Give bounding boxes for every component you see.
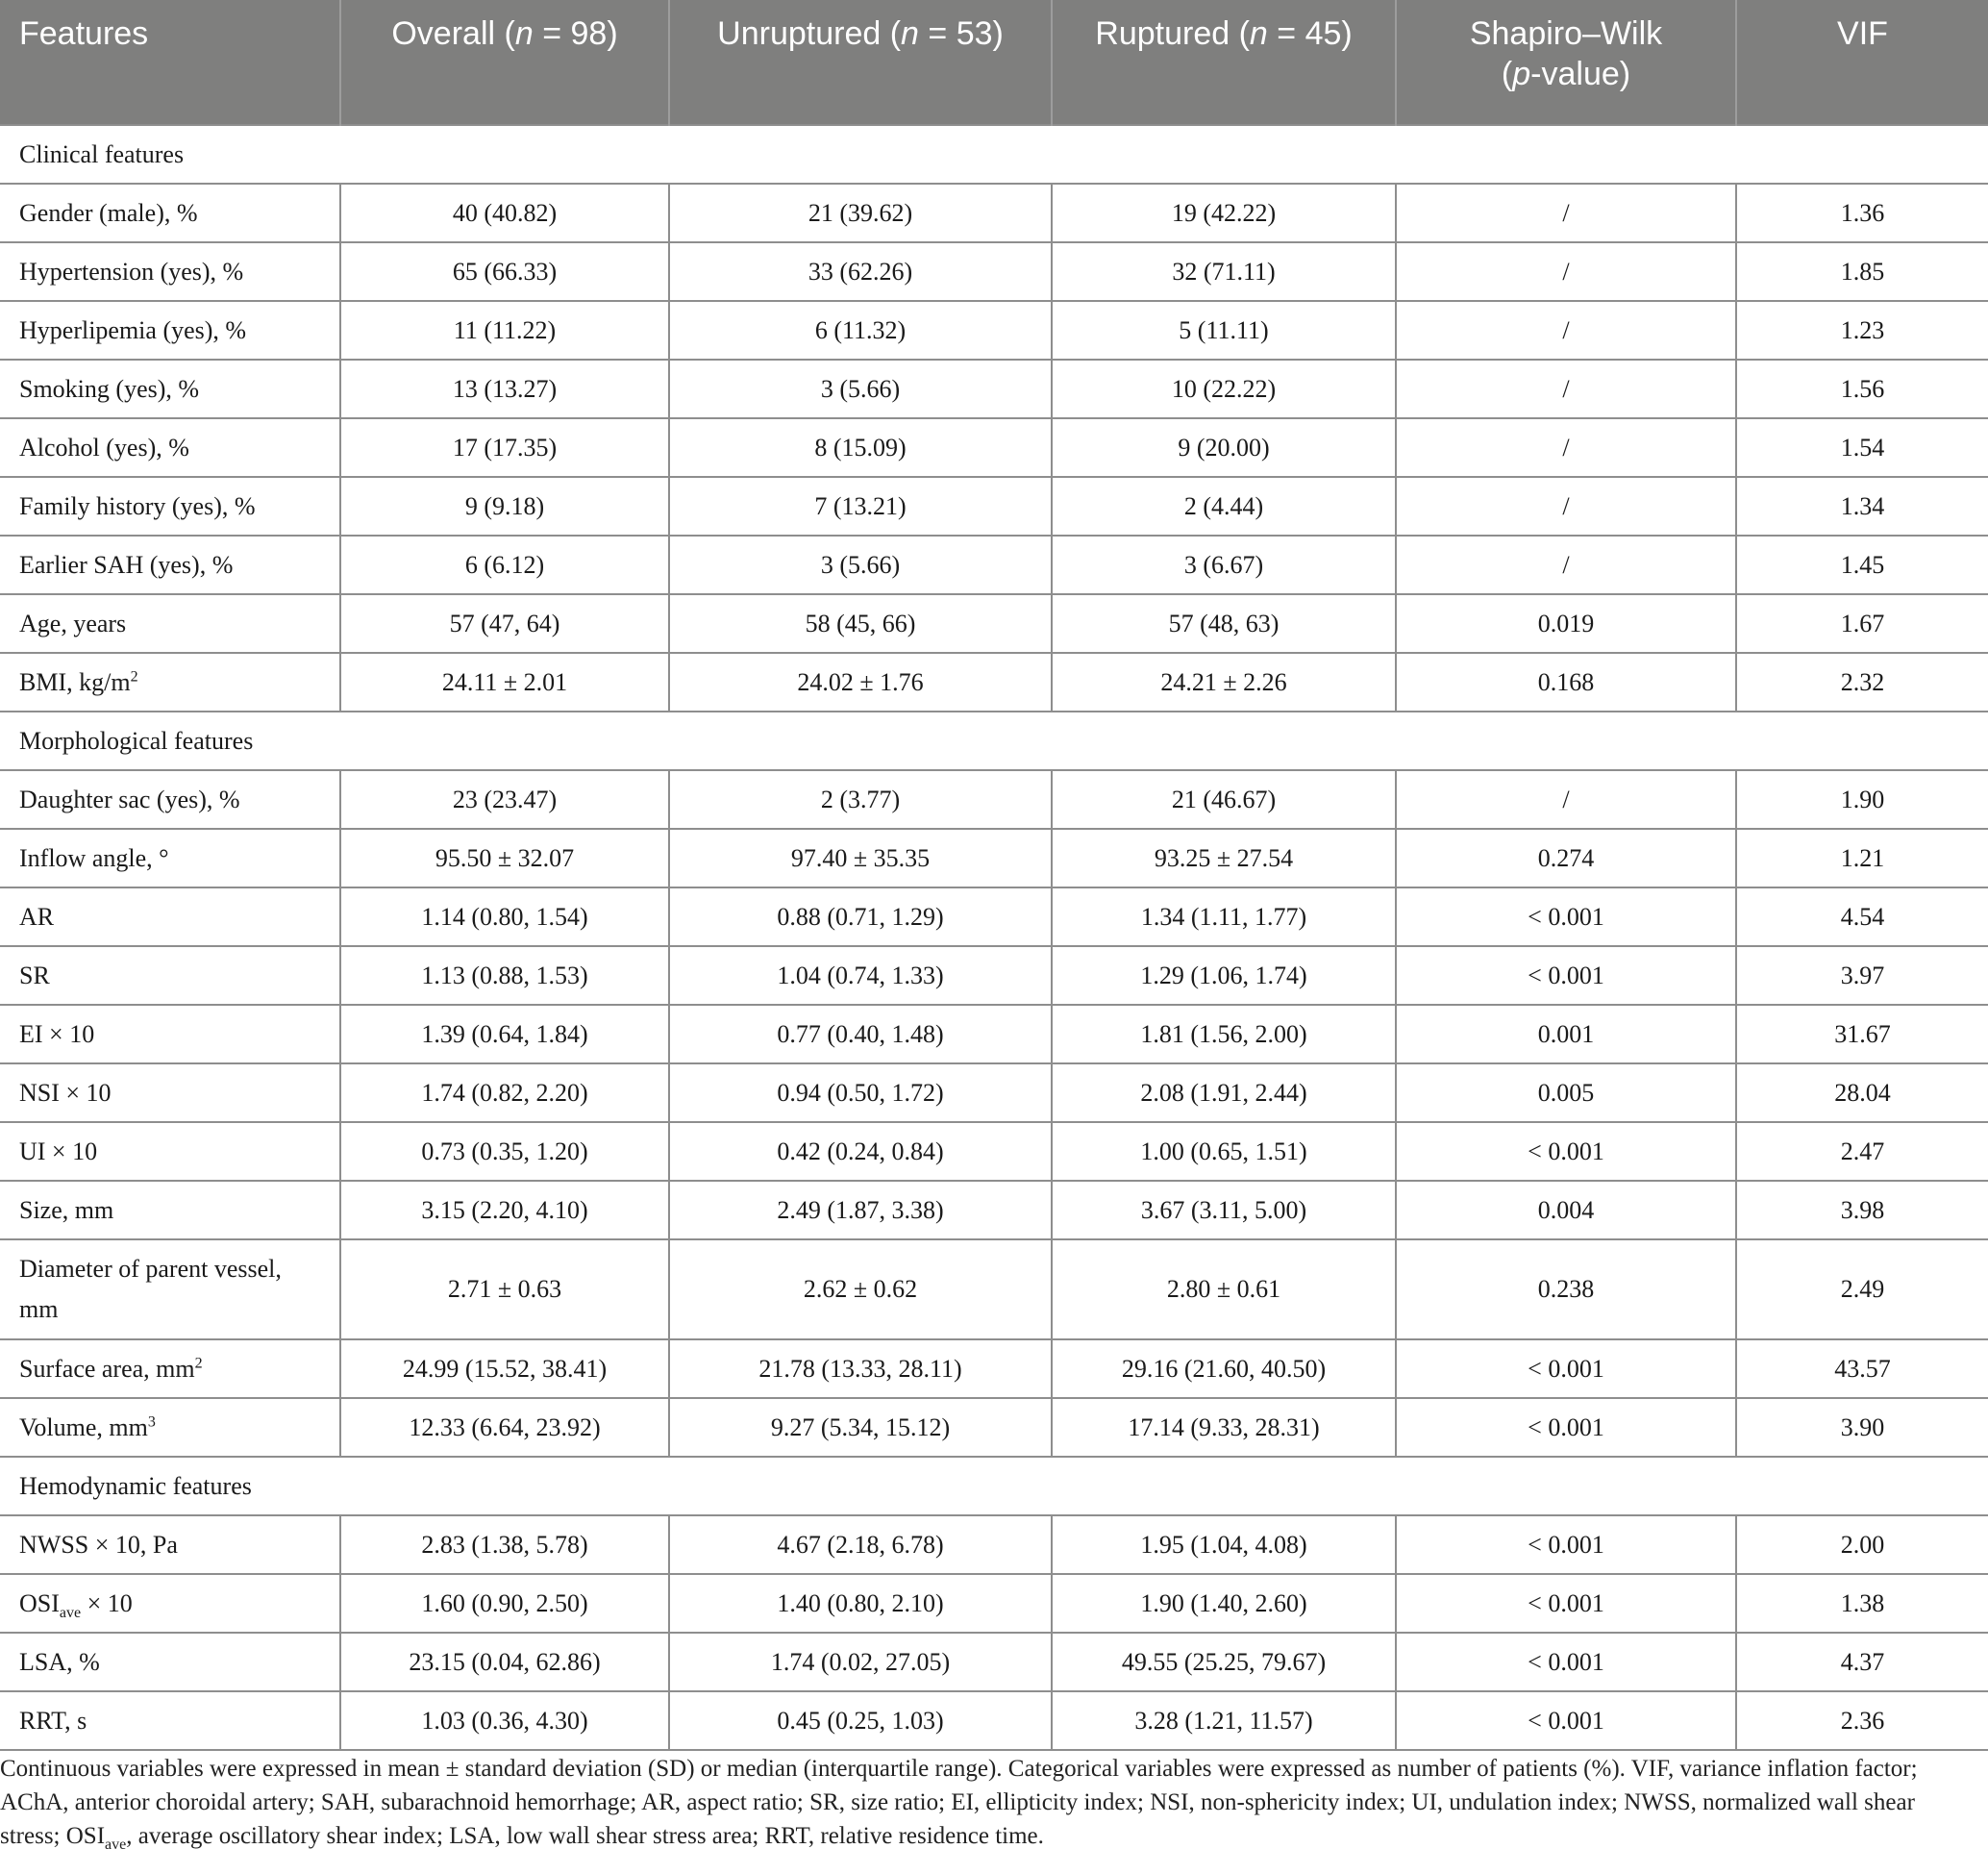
cell-vif: 1.56 [1736, 360, 1988, 418]
cell-shapiro-wilk: 0.274 [1396, 829, 1736, 887]
table-row [0, 1515, 1988, 1574]
cell-overall: 40 (40.82) [340, 184, 669, 242]
cell-ruptured: 1.81 (1.56, 2.00) [1052, 1005, 1396, 1063]
cell-overall: 1.14 (0.80, 1.54) [340, 887, 669, 946]
cell-unruptured: 2 (3.77) [669, 770, 1052, 829]
table-row [0, 829, 1988, 887]
section-row-hemodynamic [0, 1457, 1988, 1515]
cell-shapiro-wilk: 0.004 [1396, 1181, 1736, 1239]
row-label: Surface area, $mm^2$ [0, 1339, 340, 1398]
cell-overall: 3.15 (2.20, 4.10) [340, 1181, 669, 1239]
cell-unruptured: 1.74 (0.02, 27.05) [669, 1633, 1052, 1691]
cell-vif: 1.38 [1736, 1574, 1988, 1633]
cell-vif: 43.57 [1736, 1339, 1988, 1398]
table-row [0, 418, 1988, 477]
cell-vif: 2.00 [1736, 1515, 1988, 1574]
cell-ruptured: 1.90 (1.40, 2.60) [1052, 1574, 1396, 1633]
row-label: EI × 10 [0, 1005, 340, 1063]
cell-vif: 3.98 [1736, 1181, 1988, 1239]
cell-ruptured: 93.25 ± 27.54 [1052, 829, 1396, 887]
cell-shapiro-wilk: / [1396, 301, 1736, 360]
row-label: UI × 10 [0, 1122, 340, 1181]
cell-overall: 1.74 (0.82, 2.20) [340, 1063, 669, 1122]
cell-ruptured: 49.55 (25.25, 79.67) [1052, 1633, 1396, 1691]
cell-unruptured: 3 (5.66) [669, 360, 1052, 418]
cell-overall: 13 (13.27) [340, 360, 669, 418]
row-label: RRT, s [0, 1691, 340, 1750]
table-row [0, 1005, 1988, 1063]
cell-unruptured: 0.88 (0.71, 1.29) [669, 887, 1052, 946]
cell-ruptured: 1.34 (1.11, 1.77) [1052, 887, 1396, 946]
cell-shapiro-wilk: < 0.001 [1396, 946, 1736, 1005]
cell-overall: 17 (17.35) [340, 418, 669, 477]
header-ruptured: Ruptured (n = 45) [1052, 0, 1396, 125]
row-label: Age, years [0, 594, 340, 653]
cell-unruptured: 2.62 ± 0.62 [669, 1239, 1052, 1339]
cell-overall: 24.11 ± 2.01 [340, 653, 669, 712]
cell-unruptured: 7 (13.21) [669, 477, 1052, 536]
cell-overall: 0.73 (0.35, 1.20) [340, 1122, 669, 1181]
table-row [0, 536, 1988, 594]
cell-unruptured: 6 (11.32) [669, 301, 1052, 360]
cell-unruptured: 58 (45, 66) [669, 594, 1052, 653]
cell-vif: 1.36 [1736, 184, 1988, 242]
cell-ruptured: 10 (22.22) [1052, 360, 1396, 418]
row-label: AR [0, 887, 340, 946]
table-row [0, 1574, 1988, 1633]
cell-unruptured: 1.04 (0.74, 1.33) [669, 946, 1052, 1005]
cell-shapiro-wilk: / [1396, 770, 1736, 829]
row-label: Alcohol (yes), % [0, 418, 340, 477]
cell-vif: 4.54 [1736, 887, 1988, 946]
cell-vif: 2.36 [1736, 1691, 1988, 1750]
cell-unruptured: 0.94 (0.50, 1.72) [669, 1063, 1052, 1122]
cell-shapiro-wilk: 0.238 [1396, 1239, 1736, 1339]
cell-overall: 12.33 (6.64, 23.92) [340, 1398, 669, 1457]
table-row [0, 477, 1988, 536]
row-label: NSI × 10 [0, 1063, 340, 1122]
cell-overall: 11 (11.22) [340, 301, 669, 360]
row-label: Smoking (yes), % [0, 360, 340, 418]
table-row [0, 946, 1988, 1005]
cell-shapiro-wilk: 0.005 [1396, 1063, 1736, 1122]
cell-unruptured: 0.42 (0.24, 0.84) [669, 1122, 1052, 1181]
cell-unruptured: 24.02 ± 1.76 [669, 653, 1052, 712]
cell-overall: 1.60 (0.90, 2.50) [340, 1574, 669, 1633]
cell-ruptured: 29.16 (21.60, 40.50) [1052, 1339, 1396, 1398]
cell-unruptured: 9.27 (5.34, 15.12) [669, 1398, 1052, 1457]
table-row [0, 360, 1988, 418]
row-label: Earlier SAH (yes), % [0, 536, 340, 594]
cell-ruptured: 9 (20.00) [1052, 418, 1396, 477]
table-footnote: Continuous variables were expressed in mean ± standard deviation (SD) or median (interquartile range). Categorical variables were expressed as number of patients (%). VIF, variance inflation factor; AChA, anterior choroidal artery; SAH, subarachnoid hemorrhage; AR, aspect ratio; SR, size ratio; EI, ellipticity index; NSI, non-sphericity index; UI, undulation index; NWSS, normalized wall shear stress; $OSI_{ave}$, average oscillatory shear index; LSA, low wall shear stress area; RRT, relative residence time. [0, 1756, 1918, 1853]
cell-overall: 23 (23.47) [340, 770, 669, 829]
cell-shapiro-wilk: < 0.001 [1396, 1691, 1736, 1750]
cell-ruptured: 17.14 (9.33, 28.31) [1052, 1398, 1396, 1457]
table-row [0, 1181, 1988, 1239]
row-label: Diameter of parent vessel, mm [0, 1239, 340, 1339]
cell-overall: 23.15 (0.04, 62.86) [340, 1633, 669, 1691]
cell-unruptured: 21.78 (13.33, 28.11) [669, 1339, 1052, 1398]
cell-ruptured: 32 (71.11) [1052, 242, 1396, 301]
cell-unruptured: 1.40 (0.80, 2.10) [669, 1574, 1052, 1633]
cell-shapiro-wilk: / [1396, 184, 1736, 242]
table-row [0, 1633, 1988, 1691]
cell-vif: 2.32 [1736, 653, 1988, 712]
section-row-clinical [0, 125, 1988, 184]
cell-vif: 4.37 [1736, 1633, 1988, 1691]
cell-overall: 1.39 (0.64, 1.84) [340, 1005, 669, 1063]
cell-shapiro-wilk: < 0.001 [1396, 1515, 1736, 1574]
header-row [0, 0, 1988, 125]
cell-ruptured: 1.29 (1.06, 1.74) [1052, 946, 1396, 1005]
cell-shapiro-wilk: < 0.001 [1396, 1633, 1736, 1691]
cell-shapiro-wilk: < 0.001 [1396, 887, 1736, 946]
table-row [0, 1691, 1988, 1750]
cell-ruptured: 1.95 (1.04, 4.08) [1052, 1515, 1396, 1574]
cell-shapiro-wilk: / [1396, 536, 1736, 594]
cell-overall: 65 (66.33) [340, 242, 669, 301]
section-row-morphological [0, 712, 1988, 770]
cell-overall: 2.83 (1.38, 5.78) [340, 1515, 669, 1574]
cell-ruptured: 24.21 ± 2.26 [1052, 653, 1396, 712]
cell-ruptured: 1.00 (0.65, 1.51) [1052, 1122, 1396, 1181]
cell-ruptured: 3 (6.67) [1052, 536, 1396, 594]
cell-vif: 1.34 [1736, 477, 1988, 536]
cell-vif: 2.47 [1736, 1122, 1988, 1181]
cell-unruptured: 8 (15.09) [669, 418, 1052, 477]
cell-vif: 3.90 [1736, 1398, 1988, 1457]
cell-shapiro-wilk: 0.019 [1396, 594, 1736, 653]
table-row [0, 594, 1988, 653]
cell-shapiro-wilk: 0.001 [1396, 1005, 1736, 1063]
cell-overall: 57 (47, 64) [340, 594, 669, 653]
header-unruptured: Unruptured (n = 53) [669, 0, 1052, 125]
cell-vif: 31.67 [1736, 1005, 1988, 1063]
cell-shapiro-wilk: < 0.001 [1396, 1398, 1736, 1457]
table-row [0, 1122, 1988, 1181]
row-label: Family history (yes), % [0, 477, 340, 536]
table-row [0, 242, 1988, 301]
cell-vif: 1.21 [1736, 829, 1988, 887]
cell-ruptured: 3.67 (3.11, 5.00) [1052, 1181, 1396, 1239]
table-row [0, 1339, 1988, 1398]
cell-vif: 3.97 [1736, 946, 1988, 1005]
cell-vif: 2.49 [1736, 1239, 1988, 1339]
cell-overall: 1.13 (0.88, 1.53) [340, 946, 669, 1005]
row-label: NWSS × 10, Pa [0, 1515, 340, 1574]
cell-overall: 9 (9.18) [340, 477, 669, 536]
row-label: Daughter sac (yes), % [0, 770, 340, 829]
cell-vif: 1.67 [1736, 594, 1988, 653]
cell-shapiro-wilk: / [1396, 477, 1736, 536]
cell-ruptured: 19 (42.22) [1052, 184, 1396, 242]
header-features: Features [0, 0, 340, 125]
table-row [0, 1398, 1988, 1457]
cell-vif: 1.23 [1736, 301, 1988, 360]
cell-shapiro-wilk: / [1396, 242, 1736, 301]
cell-overall: 95.50 ± 32.07 [340, 829, 669, 887]
cell-ruptured: 2 (4.44) [1052, 477, 1396, 536]
cell-shapiro-wilk: < 0.001 [1396, 1122, 1736, 1181]
cell-overall: 6 (6.12) [340, 536, 669, 594]
table-row [0, 887, 1988, 946]
cell-unruptured: 2.49 (1.87, 3.38) [669, 1181, 1052, 1239]
table-row [0, 653, 1988, 712]
cell-overall: 2.71 ± 0.63 [340, 1239, 669, 1339]
cell-unruptured: 21 (39.62) [669, 184, 1052, 242]
cell-vif: 1.54 [1736, 418, 1988, 477]
header-vif: VIF [1736, 0, 1988, 125]
table-row [0, 184, 1988, 242]
cell-shapiro-wilk: < 0.001 [1396, 1574, 1736, 1633]
row-label: BMI, $kg/m^2$ [0, 653, 340, 712]
cell-ruptured: 21 (46.67) [1052, 770, 1396, 829]
row-label: Gender (male), % [0, 184, 340, 242]
section-label: Clinical features [0, 125, 1988, 184]
cell-overall: 1.03 (0.36, 4.30) [340, 1691, 669, 1750]
row-label: Size, mm [0, 1181, 340, 1239]
cell-unruptured: 3 (5.66) [669, 536, 1052, 594]
cell-vif: 1.85 [1736, 242, 1988, 301]
cell-unruptured: 0.45 (0.25, 1.03) [669, 1691, 1052, 1750]
cell-shapiro-wilk: / [1396, 360, 1736, 418]
row-label: Volume, $mm^3$ [0, 1398, 340, 1457]
cell-shapiro-wilk: < 0.001 [1396, 1339, 1736, 1398]
cell-unruptured: 33 (62.26) [669, 242, 1052, 301]
cell-ruptured: 5 (11.11) [1052, 301, 1396, 360]
table-row [0, 1063, 1988, 1122]
cell-unruptured: 0.77 (0.40, 1.48) [669, 1005, 1052, 1063]
row-label: $OSI_{ave} \times 10$ [0, 1574, 340, 1633]
cell-overall: 24.99 (15.52, 38.41) [340, 1339, 669, 1398]
cell-ruptured: 2.08 (1.91, 2.44) [1052, 1063, 1396, 1122]
cell-ruptured: 2.80 ± 0.61 [1052, 1239, 1396, 1339]
table-row [0, 770, 1988, 829]
cell-vif: 1.90 [1736, 770, 1988, 829]
section-label: Hemodynamic features [0, 1457, 1988, 1515]
header-overall: Overall (n = 98) [340, 0, 669, 125]
cell-unruptured: 4.67 (2.18, 6.78) [669, 1515, 1052, 1574]
cell-unruptured: 97.40 ± 35.35 [669, 829, 1052, 887]
row-label: SR [0, 946, 340, 1005]
row-label: Inflow angle, ° [0, 829, 340, 887]
header-shapiro-wilk: Shapiro–Wilk (p-value) [1396, 0, 1736, 125]
cell-ruptured: 3.28 (1.21, 11.57) [1052, 1691, 1396, 1750]
section-label: Morphological features [0, 712, 1988, 770]
row-label: Hypertension (yes), % [0, 242, 340, 301]
cell-ruptured: 57 (48, 63) [1052, 594, 1396, 653]
cell-vif: 1.45 [1736, 536, 1988, 594]
row-label: LSA, % [0, 1633, 340, 1691]
row-label: Hyperlipemia (yes), % [0, 301, 340, 360]
cell-shapiro-wilk: / [1396, 418, 1736, 477]
table-row [0, 1239, 1988, 1339]
table-row [0, 301, 1988, 360]
cell-shapiro-wilk: 0.168 [1396, 653, 1736, 712]
cell-vif: 28.04 [1736, 1063, 1988, 1122]
